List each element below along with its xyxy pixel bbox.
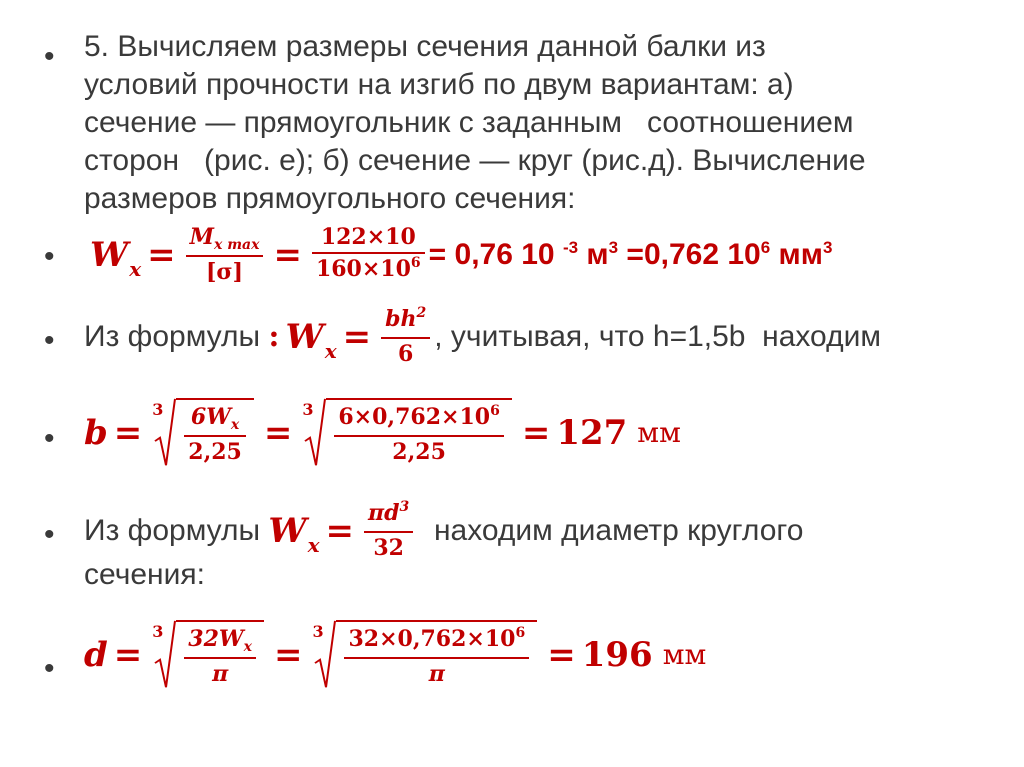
equals-sign-2: = (273, 234, 302, 275)
intro-line-4: сторон (рис. е); б) сечение — круг (рис.д). Вычисление (84, 144, 866, 177)
cube-root-2: 3 $\frac{6\times 0,762\times 10^6}{2,25}$ (300, 398, 511, 467)
from-formula-label-2: Из формулы (84, 513, 269, 547)
formula-circle-modulus (84, 498, 803, 563)
cube-root-4: 3 $\frac{32\times 0,762\times 10^6}{\pi}$ (310, 620, 537, 689)
bullet-5: • (44, 518, 55, 551)
equals-sign-4: = (113, 412, 143, 453)
formula-rect-modulus (84, 304, 881, 369)
from-formula-label: Из формулы (84, 319, 269, 353)
d-unit: мм (662, 638, 707, 671)
d-symbol: d (84, 634, 108, 675)
cube-root-3: 3 $\frac{32W_x}{\pi}$ (150, 620, 264, 689)
b-unit: мм (637, 416, 681, 449)
fraction-bh2-over-6: $\frac{bh^2}{6}$ (381, 304, 430, 369)
bullet-2: • (44, 240, 55, 273)
colon: : (268, 319, 280, 354)
section-label: сечения: (84, 558, 205, 591)
equals-sign-9: = (273, 634, 303, 675)
equals-sign: = (147, 234, 176, 275)
b-symbol: b (84, 412, 108, 453)
intro-line-5: размеров прямоугольного сечения: (84, 182, 576, 215)
fraction-pid3-over-32: $\frac{\pi d^3}{32}$ (364, 498, 413, 563)
equals-sign-6: = (521, 412, 551, 453)
formula-d (84, 620, 706, 689)
intro-line-3: сечение — прямоугольник с заданным соотношением (84, 106, 854, 139)
cube-root-1: 3 $\frac{6W_x}{2,25}$ (150, 398, 254, 467)
equals-sign-10: = (547, 634, 576, 675)
formula-b (84, 398, 681, 467)
intro-line-2: условий прочности на изгиб по двум вариантам: а) (84, 68, 794, 101)
diameter-text: находим диаметр круглого (417, 513, 804, 547)
intro-line-1: 5. Вычисляем размеры сечения данной балки из (84, 30, 766, 63)
condition-text: , учитывая, что h=1,5b находим (434, 319, 881, 353)
formula-section-modulus (90, 222, 832, 287)
wx-symbol: $W_x$ (90, 234, 142, 281)
wx-symbol-2: $W_x$ (285, 316, 337, 363)
equals-sign-3: = (342, 316, 372, 357)
bullet-4: • (44, 422, 55, 455)
wx-result: = 0,76 10 $^{-3}$ $м^3 =0,762$ $10^6$ $мм^3$ (428, 237, 833, 271)
equals-sign-5: = (263, 412, 293, 453)
fraction-moment-over-stress: $\frac{M_{x max}}{[\sigma]}$ (186, 222, 264, 287)
bullet-3: • (44, 324, 55, 357)
fraction-numeric: $\frac{122\times 10}{160\times 10^6}$ (312, 222, 425, 287)
bullet-6: • (44, 652, 55, 685)
equals-sign-8: = (113, 634, 143, 675)
wx-symbol-3: $W_x$ (268, 510, 320, 557)
equals-sign-7: = (325, 510, 355, 551)
bullet-1: • (44, 40, 55, 73)
b-result: 127 (556, 412, 628, 453)
d-result: 196 (581, 634, 653, 675)
